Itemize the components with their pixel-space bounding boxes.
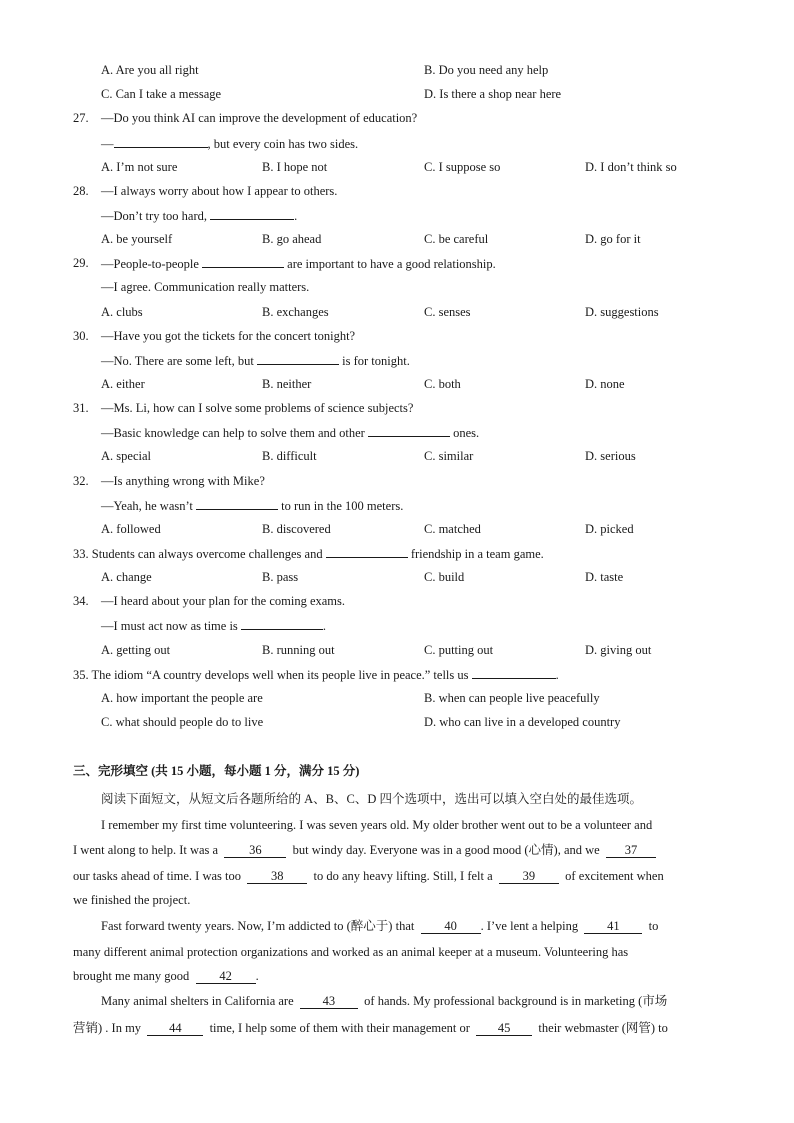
q29-stem-pre: —People-to-people [101,257,199,271]
p2-line3-post: . [255,969,259,983]
q35-option-d: D. who can live in a developed country [424,715,621,729]
q27-stem: —Do you think AI can improve the development of education? [101,111,418,125]
q34-reply-post: . [322,619,327,633]
q29-number: 29. [73,256,89,270]
q28-stem: —I always worry about how I appear to others. [101,184,338,198]
q31-reply-post: ones. [453,426,480,440]
p3-line2-b: time, I help some of them with their management or [209,1021,470,1035]
q30-option-c: C. both [424,377,461,391]
blank-39: 39 [499,869,559,884]
q27-option-d: D. I don’t think so [585,160,677,174]
q27-reply-post: , but every coin has two sides. [207,137,359,151]
q32-number: 32. [73,474,89,488]
q28-reply [101,207,297,224]
p3-line1 [101,993,667,1009]
p3-line2 [73,1020,668,1036]
q29-stem-post: are important to have a good relationship. [287,257,496,271]
q33-option-d: D. taste [585,570,624,584]
q32-stem: —Is anything wrong with Mike? [101,474,265,488]
q31-option-d: D. serious [585,449,636,463]
q32-option-d: D. picked [585,522,634,536]
q29-stem [101,255,496,272]
q35-option-c: C. what should people do to live [101,715,264,729]
p2-line2: many different animal protection organizations and worked as an animal keeper at a museum. Volunteering has [73,945,629,959]
q34-stem: —I heard about your plan for the coming exams. [101,594,346,608]
q26-option-d: D. Is there a shop near here [424,87,562,101]
q29-option-d: D. suggestions [585,305,659,319]
p2-line1-pre: Fast forward twenty years. Now, I’m addicted to (醉心于) that [101,919,415,933]
q34-option-d: D. giving out [585,643,652,657]
q26-option-b: B. Do you need any help [424,63,549,77]
q30-option-d: D. none [585,377,625,391]
q32-reply-post: to run in the 100 meters. [281,499,404,513]
p2-line1 [101,918,658,934]
blank-36: 36 [224,843,286,858]
q27-number: 27. [73,111,89,125]
q33-stem-pre: 33. Students can always overcome challenges and [73,547,323,561]
p2-line1-mid: . I’ve lent a helping [480,919,579,933]
q26-option-a: A. Are you all right [101,63,199,77]
q30-reply [101,352,410,369]
p2-line3 [73,968,259,984]
p2-line1-post: to [648,919,659,933]
p1-line4: we finished the project. [73,893,191,907]
q31-option-c: C. similar [424,449,474,463]
q32-option-a: A. followed [101,522,161,536]
q34-reply-pre: —I must act now as time is [101,619,238,633]
p1-line2-pre: I went along to help. It was a [73,843,219,857]
q31-stem: —Ms. Li, how can I solve some problems of science subjects? [101,401,414,415]
q35-stem-post: . [555,668,559,682]
blank-44: 44 [147,1021,203,1036]
q35-option-a: A. how important the people are [101,691,263,705]
p3-line1-pre: Many animal shelters in California are [101,994,294,1008]
q30-reply-pre: —No. There are some left, but [101,354,254,368]
q28-reply-pre: —Don’t try too hard, [101,209,208,223]
q33-option-b: B. pass [262,570,299,584]
blank-43: 43 [300,994,358,1009]
p1-line3-mid: to do any heavy lifting. Still, I felt a [313,869,493,883]
p1-line3 [73,868,664,884]
q34-option-c: C. putting out [424,643,494,657]
q30-stem: —Have you got the tickets for the concert tonight? [101,329,356,343]
blank-40: 40 [421,919,481,934]
blank-41: 41 [584,919,642,934]
p3-line1-post: of hands. My professional background is in marketing (市场 [364,994,668,1008]
section-instruction: 阅读下面短文，从短文后各题所给的 A、B、C、D 四个选项中，选出可以填入空白处的最佳选项。 [101,792,642,806]
q27-option-c: C. I suppose so [424,160,501,174]
p2-line3-pre: brought me many good [73,969,190,983]
q27-reply-pre: — [101,137,114,151]
blank-37: 37 [606,843,656,858]
q27-reply [101,135,358,152]
q27-option-a: A. I’m not sure [101,160,178,174]
blank-45: 45 [476,1021,532,1036]
q28-reply-post: . [294,209,298,223]
q29-reply: —I agree. Communication really matters. [101,280,310,294]
p3-line2-a: 营销) . In my [73,1021,142,1035]
q32-reply-pre: —Yeah, he wasn’t [101,499,193,513]
q35-stem [73,666,559,683]
q35-stem-pre: 35. The idiom “A country develops well when its people live in peace.” tells us [73,668,469,682]
q29-blank [202,255,284,268]
q30-option-b: B. neither [262,377,312,391]
p1-line3-pre: our tasks ahead of time. I was too [73,869,242,883]
q34-option-a: A. getting out [101,643,171,657]
p1-line2-mid: but windy day. Everyone was in a good mood (心情), and we [292,843,600,857]
q31-option-b: B. difficult [262,449,317,463]
q30-reply-post: is for tonight. [342,354,410,368]
q27-option-b: B. I hope not [262,160,328,174]
q29-option-b: B. exchanges [262,305,329,319]
q26-option-c: C. Can I take a message [101,87,222,101]
p1-line2 [73,842,656,858]
q28-blank [210,207,294,220]
q31-reply [101,424,479,441]
q34-blank [241,617,323,630]
q33-stem-post: friendship in a team game. [410,547,544,561]
p3-line2-c: their webmaster (网管) to [538,1021,668,1035]
q29-option-c: C. senses [424,305,471,319]
q29-option-a: A. clubs [101,305,143,319]
q31-option-a: A. special [101,449,151,463]
q28-option-b: B. go ahead [262,232,322,246]
q30-blank [257,352,339,365]
q28-number: 28. [73,184,89,198]
q28-option-a: A. be yourself [101,232,173,246]
q33-option-a: A. change [101,570,152,584]
q32-reply [101,497,403,514]
q33-option-c: C. build [424,570,465,584]
q34-number: 34. [73,594,89,608]
q33-blank [326,545,408,558]
q33-stem [73,545,544,562]
q28-option-d: D. go for it [585,232,641,246]
p1-line3-post: of excitement when [565,869,664,883]
q27-blank [114,135,208,148]
blank-42: 42 [196,969,256,984]
q32-option-c: C. matched [424,522,481,536]
q32-blank [196,497,278,510]
q30-option-a: A. either [101,377,145,391]
q31-number: 31. [73,401,89,415]
blank-38: 38 [247,869,307,884]
q28-option-c: C. be careful [424,232,489,246]
q32-option-b: B. discovered [262,522,331,536]
q35-option-b: B. when can people live peacefully [424,691,600,705]
q30-number: 30. [73,329,89,343]
q34-reply [101,617,326,634]
section-heading: 三、完形填空 (共 15 小题，每小题 1 分，满分 15 分) [73,764,360,778]
p1-line1: I remember my first time volunteering. I was seven years old. My older brother went out to be a volunteer and [101,818,653,832]
q31-blank [368,424,450,437]
q31-reply-pre: —Basic knowledge can help to solve them and other [101,426,365,440]
q34-option-b: B. running out [262,643,335,657]
q35-blank [472,666,556,679]
